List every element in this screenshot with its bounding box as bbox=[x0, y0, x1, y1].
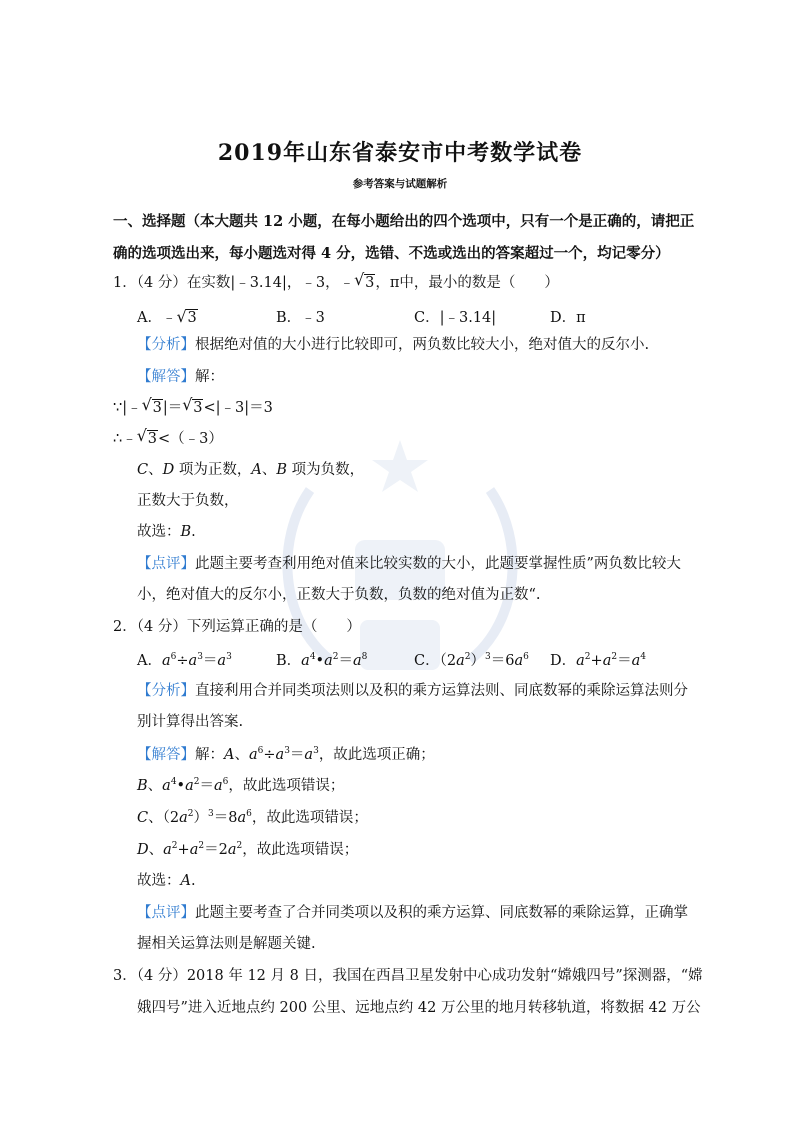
question-1-number: 1． bbox=[113, 275, 137, 291]
solution-d-tail: ，故此选项错误； bbox=[242, 842, 359, 858]
sqrt-radicand: 3 bbox=[187, 310, 197, 326]
solution-head-text: 解： bbox=[195, 747, 224, 763]
solution-a-tail: ，故此选项正确； bbox=[318, 747, 435, 763]
analysis-tag: 【分析】 bbox=[137, 337, 195, 353]
sqrt-radicand: 3 bbox=[152, 400, 162, 416]
section-heading-line-2: 确的选项选出来，每小题选对得 4 分，选错、不选或选出的答案超过一个，均记零分） bbox=[113, 245, 670, 262]
question-2-solution-b: B、$a^4•a^2=a^6$，故此选项错误； bbox=[137, 777, 345, 794]
question-2-option-b: B．$a^4•a^2=a^8$ bbox=[276, 652, 368, 669]
page-subtitle: 参考答案与试题解析 bbox=[352, 178, 448, 190]
analysis-text: 根据绝对值的大小进行比较即可，两负数比较大小，绝对值大的反尔小. bbox=[195, 337, 650, 353]
question-2-comment-line-1 bbox=[137, 903, 688, 923]
question-1-option-b: B．﹣3 bbox=[276, 310, 325, 326]
answer-tail: . bbox=[191, 524, 196, 540]
question-2-stem-text: （4 分）下列运算正确的是（ ） bbox=[136, 619, 361, 635]
solution-head-text: 解： bbox=[195, 369, 224, 385]
var-d: D bbox=[162, 462, 175, 478]
page-title: 2019年山东省泰安市中考数学试卷 bbox=[217, 140, 583, 166]
question-1-option-d: D．π bbox=[550, 310, 586, 326]
question-1-option-c: C．|﹣3.14| bbox=[414, 310, 497, 326]
comment-text: 此题主要考查利用绝对值来比较实数的大小，此题要掌握性质”两负数比较大 bbox=[195, 556, 681, 572]
step-text: |＝ bbox=[162, 400, 183, 416]
question-1-solution-head bbox=[137, 367, 224, 387]
step-text: ∵|﹣ bbox=[113, 400, 142, 416]
solution-c-tail: ，故此选项错误； bbox=[251, 810, 368, 826]
question-1-option-a bbox=[137, 306, 198, 327]
step-text: 项为正数， bbox=[174, 462, 252, 478]
question-3-stem-line-2: 娥四号”进入近地点约 200 公里、远地点约 42 万公里的地月转移轨道，将数据 42 万公 bbox=[137, 1000, 701, 1016]
question-1-step-1 bbox=[113, 398, 273, 418]
question-2-analysis-line-2: 别计算得出答案. bbox=[137, 714, 244, 730]
solution-b-tail: ，故此选项错误； bbox=[228, 778, 345, 794]
question-1-comment-line-2: 小，绝对值大的反尔小，正数大于负数，负数的绝对值为正数“. bbox=[137, 587, 541, 603]
question-2-solution-c: C、$(2a^2)^3=8a^6$，故此选项错误； bbox=[137, 809, 368, 826]
sqrt-radicand: 3 bbox=[193, 400, 203, 416]
answer-label: 故选： bbox=[137, 873, 181, 889]
answer-tail: . bbox=[190, 873, 196, 889]
step-text: 、 bbox=[261, 462, 277, 478]
solution-tag: 【解答】 bbox=[137, 369, 195, 385]
question-2-solution-d: D、$a^2+a^2=2a^2$，故此选项错误； bbox=[137, 841, 359, 858]
sqrt-symbol bbox=[355, 273, 375, 293]
var-b: B bbox=[276, 462, 287, 478]
step-text: 项为负数， bbox=[287, 462, 365, 478]
analysis-text: 直接利用合并同类项法则以及积的乘方运算法则、同底数幂的乘除运算法则分 bbox=[195, 683, 688, 699]
answer-label: 故选： bbox=[137, 524, 181, 540]
sqrt-symbol bbox=[138, 429, 158, 449]
question-2-number: 2． bbox=[113, 619, 137, 635]
question-1-answer bbox=[137, 522, 196, 542]
question-1-step-3 bbox=[137, 460, 364, 480]
question-1-comment-line-1 bbox=[137, 554, 681, 574]
question-1-analysis bbox=[137, 335, 649, 355]
var-a: A bbox=[251, 462, 262, 478]
question-2-solution-a: 【解答】解：A、$a^6\div a^3=a^3$，故此选项正确； bbox=[137, 746, 435, 763]
question-2-analysis-line-1 bbox=[137, 681, 688, 701]
solution-tag: 【解答】 bbox=[137, 747, 195, 763]
answer-value: A bbox=[180, 873, 191, 889]
sqrt-radicand: 3 bbox=[147, 431, 157, 447]
question-1-step-2 bbox=[113, 429, 223, 449]
step-text: ∴﹣ bbox=[113, 431, 137, 447]
sqrt-radicand: 3 bbox=[365, 275, 375, 291]
analysis-tag: 【分析】 bbox=[137, 683, 195, 699]
question-3-text: （4 分）2018 年 12 月 8 日，我国在西昌卫星发射中心成功发射“嫦娥四号”探测器，“嫦 bbox=[136, 968, 703, 984]
sqrt-symbol bbox=[143, 398, 163, 418]
option-a-label: A．﹣ bbox=[137, 310, 177, 326]
answer-value: B bbox=[180, 524, 192, 540]
sqrt-symbol bbox=[177, 310, 197, 326]
question-2-answer bbox=[137, 871, 196, 891]
question-1-step-4: 正数大于负数， bbox=[137, 493, 239, 509]
sqrt-symbol bbox=[183, 398, 203, 418]
question-2-option-c: C．$(2a^2)^3=6a^6$ bbox=[414, 652, 529, 669]
question-1-stem bbox=[113, 273, 559, 293]
section-heading-line-1: 一、选择题（本大题共 12 小题，在每小题给出的四个选项中，只有一个是正确的，请把正 bbox=[113, 213, 695, 230]
question-1-stem-tail: ，π中，最小的数是（ ） bbox=[375, 275, 559, 291]
var-c: C bbox=[137, 462, 149, 478]
question-2-comment-line-2: 握相关运算法则是解题关键. bbox=[137, 936, 316, 952]
question-2-option-a: A．$a^6\div a^3=a^3$ bbox=[137, 652, 232, 669]
step-text: 、 bbox=[148, 462, 163, 478]
question-3-stem-line-1 bbox=[113, 966, 703, 986]
question-2-option-d: D．$a^2+a^2=a^4$ bbox=[550, 652, 646, 669]
comment-tag: 【点评】 bbox=[137, 556, 195, 572]
question-2-stem bbox=[113, 617, 361, 637]
step-text: <（﹣3） bbox=[157, 431, 223, 447]
comment-tag: 【点评】 bbox=[137, 905, 195, 921]
question-3-number: 3． bbox=[113, 968, 137, 984]
step-text: <|﹣3|＝3 bbox=[203, 400, 273, 416]
comment-text: 此题主要考查了合并同类项以及积的乘方运算、同底数幂的乘除运算，正确掌 bbox=[195, 905, 688, 921]
question-1-stem-text: （4 分）在实数|﹣3.14|，﹣3，﹣ bbox=[136, 275, 355, 291]
